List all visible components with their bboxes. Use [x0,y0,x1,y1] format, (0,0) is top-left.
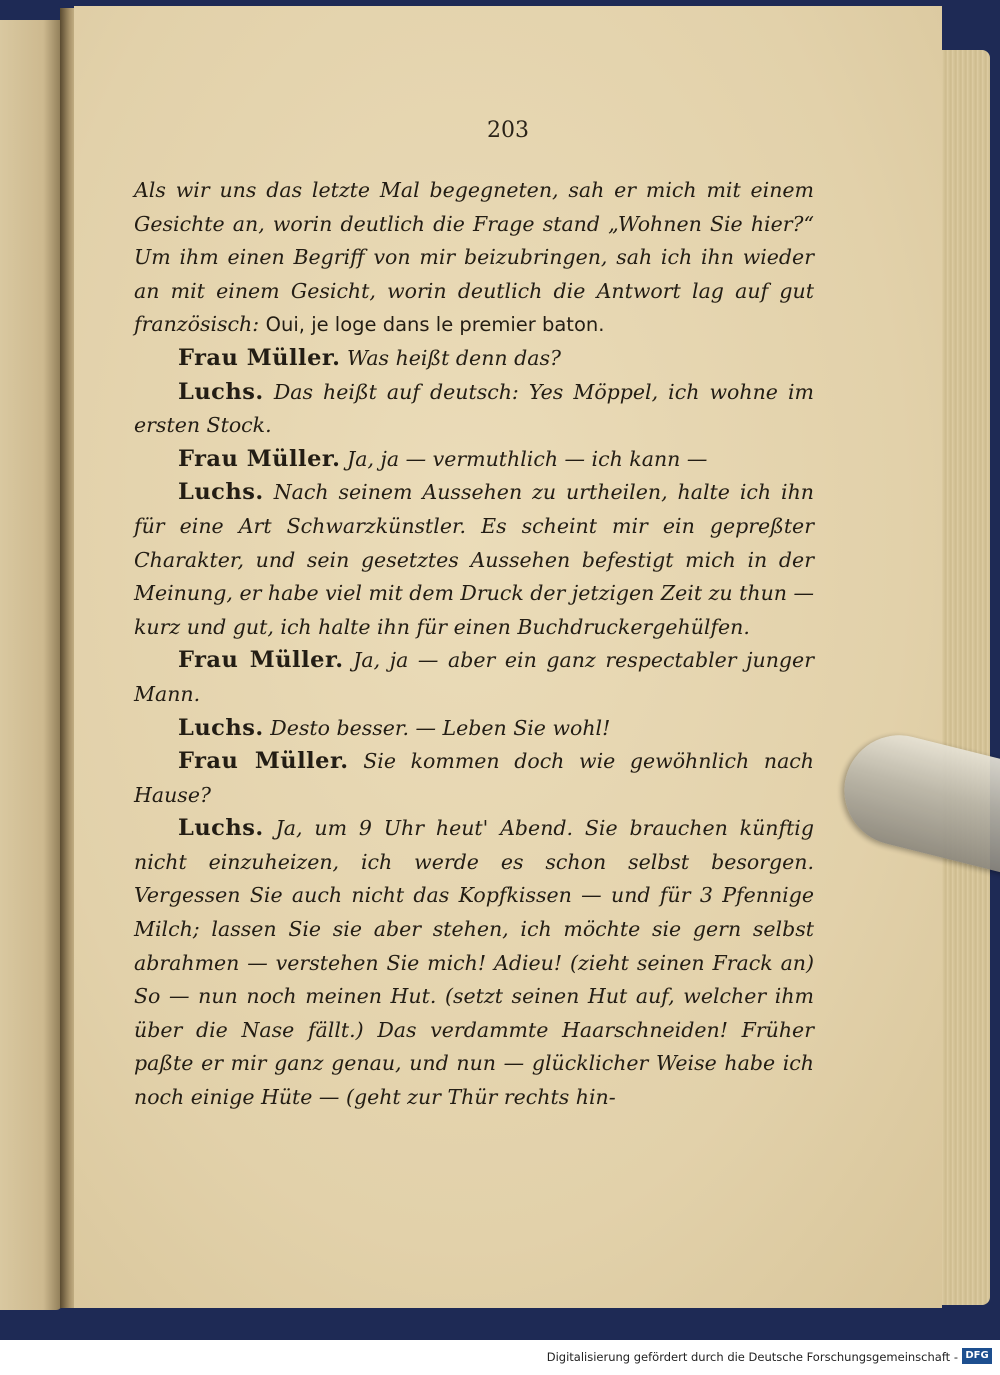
speaker-name: Frau Müller. [178,748,349,775]
speech-text: Desto besser. — Leben Sie wohl! [270,715,611,740]
speech-line [134,644,814,711]
funding-notice: Digitalisierung gefördert durch die Deutsche Forschungsgemeinschaft - [546,1350,958,1364]
speech-text: Ja, um 9 Uhr heut' Abend. Sie brauchen künftig nicht einzuheizen, ich werde es schon selbst besorgen. Vergessen Sie auch nicht das Kopfkissen — und für 3 Pfennige Milch; lassen Sie sie aber stehen, ich möchte sie gern selbst abrahmen — verstehen Sie mich! Adieu! (zieht seinen Frack an) So — nun noch meinen Hut. (setzt seinen Hut auf, welcher ihm über die Nase fällt.) Das verdammte Haarschneiden! Früher paßte er mir ganz genau, und nun — glücklicher Weise habe ich noch einige Hüte — (geht zur Thür rechts hin- [134,816,814,1110]
french-phrase: Oui, je loge dans le premier baton. [265,313,605,337]
speaker-name: Frau Müller. [178,445,341,472]
speech-line [134,376,814,443]
speaker-name: Frau Müller. [178,344,341,371]
speaker-name: Luchs. [178,815,264,842]
speech-text: Nach seinem Aussehen zu urtheilen, halte ich ihn für eine Art Schwarzkünstler. Es scheint mir ein gepreßter Charakter, und sein gesetztes Aussehen befestigt mich in der Meinung, er habe viel mit dem Druck der jetzigen Zeit zu thun — kurz und gut, ich halte ihn für einen Buchdruckergehülfen. [134,480,814,639]
prose-paragraph: Als wir uns das letzte Mal begegneten, sah er mich mit einem Gesichte an, worin deutlich die Frage stand „Wohnen Sie hier?“ Um ihm einen Begriff von mir beizubringen, sah ich ihn wieder an mit einem Gesicht, worin deutlich die Antwort lag auf gut französisch: Oui, je loge dans le premier baton. [134,178,814,337]
speaker-name: Luchs. [178,479,264,506]
speech-text: Was heißt denn das? [347,345,561,370]
speech-line [134,745,814,812]
speech-line [134,476,814,644]
speech-line [134,712,814,746]
speech-text: Das heißt auf deutsch: Yes Möppel, ich wohne im ersten Stock. [134,379,814,438]
speech-line [134,342,814,376]
book-page [74,6,942,1308]
footer-bar [0,1340,1000,1375]
speaker-name: Luchs. [178,714,264,741]
speech-text: Ja, ja — aber ein ganz respectabler junger Mann. [134,648,814,706]
page-text [134,174,814,1115]
dfg-logo-icon: DFG [962,1348,992,1364]
speech-text: Sie kommen doch wie gewöhnlich nach Hause? [134,749,814,807]
left-page-edge [0,20,62,1310]
speaker-name: Luchs. [178,378,264,405]
speaker-name: Frau Müller. [178,647,344,674]
page-number: 203 [487,118,529,143]
speech-line [134,812,814,1114]
speech-text: Ja, ja — vermuthlich — ich kann — [347,446,708,471]
page-stack-edge [938,50,990,1305]
speech-line [134,443,814,477]
